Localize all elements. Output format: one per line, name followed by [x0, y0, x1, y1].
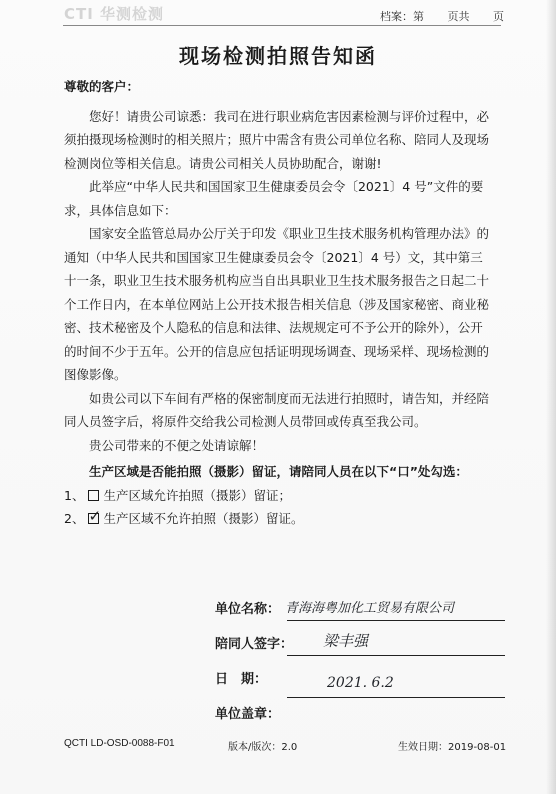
paragraph-2: 此举应“中华人民共和国国家卫生健康委员会令〔2021〕4 号”文件的要求，具体信息如下： — [64, 179, 484, 218]
date-line — [287, 697, 505, 698]
date-row — [215, 666, 505, 701]
page-edge-shadow — [546, 0, 556, 794]
document-code: QCTI LD-OSD-0088-F01 — [64, 738, 175, 749]
document-title: 现场检测拍照告知函 — [179, 44, 377, 68]
page-label: 页共 — [447, 10, 470, 23]
option-1-label: 生产区域允许拍照（摄影）留证； — [103, 487, 291, 503]
archive-label: 档案：第 — [380, 10, 424, 23]
effective-date: 生效日期：2019-08-01 — [398, 742, 507, 753]
date-label: 日 期： — [215, 672, 268, 687]
paragraph-4: 如贵公司以下车间有严格的保密制度而无法进行拍照时，请告知，并经陪同人员签字后，将原件交给我公司检测人员带回或传真至我公司。 — [64, 390, 490, 429]
paragraph-1: 您好！请贵公司谅悉：我司在进行职业病危害因素检测与评价过程中，必须拍摄现场检测时的相关照片；照片中需含有贵公司单位名称、陪同人及现场检测岗位等相关信息。请贵公司相关人员协助配合，谢谢! — [64, 108, 490, 171]
companion-signature: 梁丰强 — [323, 632, 369, 650]
option-1 — [64, 484, 492, 508]
option-2-number: 2、 — [64, 511, 85, 526]
option-2-label: 生产区域不允许拍照（摄影）留证。 — [103, 511, 304, 526]
unit-name-handwriting: 青海海粤加化工贸易有限公司 — [285, 601, 455, 616]
companion-label: 陪同人签字： — [215, 637, 294, 652]
unit-name-line — [287, 620, 505, 621]
checkmark-icon: ✓ — [88, 507, 102, 526]
company-logo: CTI 华测检测 — [64, 5, 165, 23]
letter-body — [64, 75, 492, 531]
option-1-checkbox[interactable] — [88, 490, 99, 501]
option-2 — [64, 507, 492, 531]
companion-row — [215, 631, 505, 666]
unit-name-label: 单位名称： — [215, 602, 281, 617]
seal-row — [215, 701, 505, 736]
header-divider — [63, 25, 501, 26]
date-handwriting: 2021. 6.2 — [327, 675, 394, 691]
paragraph-3: 国家安全监管总局办公厅关于印发《职业卫生技术服务机构管理办法》的通知（中华人民共和国国家卫生健康委员会令〔2021〕4 号）文，其中第三十一条，职业卫生技术服务机构应当自出具职业卫生技术服务报告之日起二十个工作日内，在本单位网站上公开技术报告相关信息（涉及国家秘密、商业秘密、技术秘密及个人隐私的信息和法律、法规规定可不予公开的除外），公开的时间不少于五年。公开的信息应包括证明现场调查、现场采样、现场检测的图像影像。 — [64, 226, 490, 382]
archive-page-number — [376, 8, 504, 24]
unit-name-row — [215, 596, 505, 631]
companion-line — [287, 655, 505, 656]
option-2-checkbox[interactable] — [88, 507, 102, 526]
version-info: 版本/版次：2.0 — [228, 742, 298, 753]
paragraph-5: 贵公司带来的不便之处请谅解！ — [89, 437, 265, 453]
option-1-number: 1、 — [64, 487, 85, 503]
seal-label: 单位盖章： — [215, 707, 281, 722]
salutation: 尊敬的客户： — [64, 79, 140, 94]
signature-block — [215, 596, 505, 736]
total-label: 页 — [493, 10, 504, 23]
choice-heading: 生产区域是否能拍照（摄影）留证，请陪同人员在以下“口”处勾选： — [89, 464, 468, 479]
